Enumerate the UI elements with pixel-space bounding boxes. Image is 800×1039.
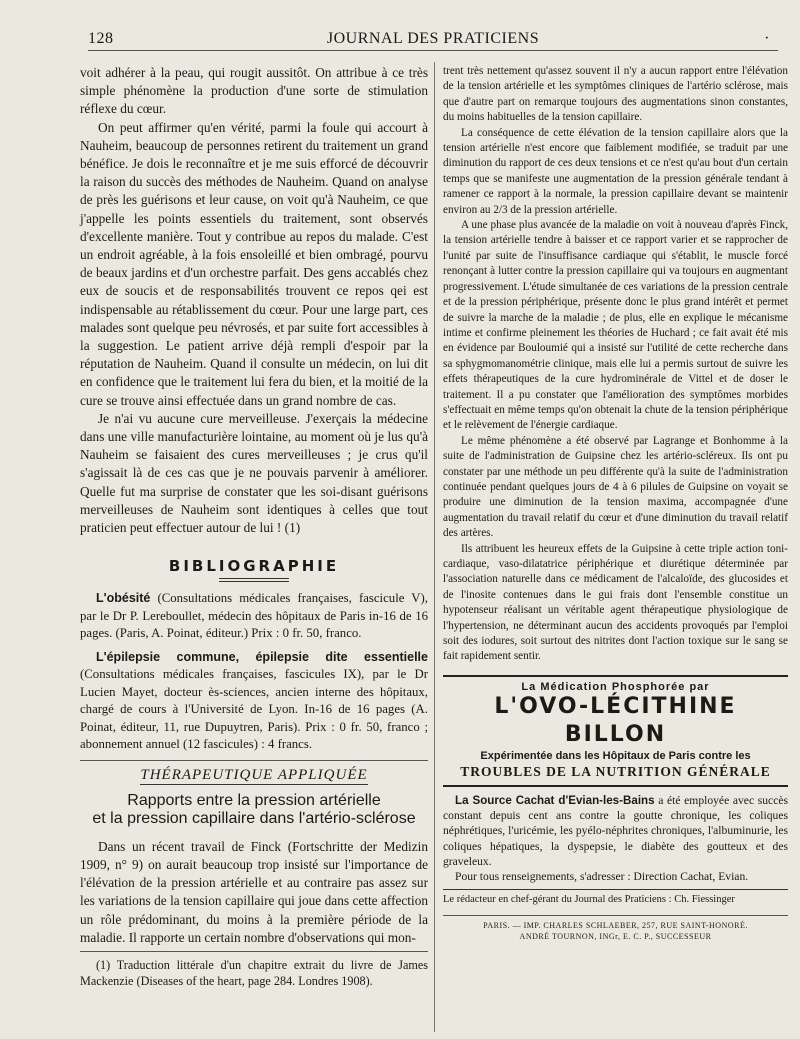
article-title-line-1: Rapports entre la pression artérielle	[127, 791, 381, 809]
section-heading-text: THÉRAPEUTIQUE APPLIQUÉE	[140, 766, 368, 783]
advertisement-bottom-rule	[443, 785, 788, 787]
footnote-reference: (1)	[284, 520, 301, 536]
page-number: 128	[88, 30, 114, 47]
printer-imprint	[443, 915, 788, 942]
printer-line-2: ANDRÉ TOURNON, INGr, E. C. P., SUCCESSEUR	[519, 931, 712, 941]
header-mark: ·	[764, 30, 770, 47]
editor-credit: Le rédacteur en chef-gérant du Journal des Praticiens : Ch. Fiessinger	[443, 889, 788, 905]
advertisement-top-line: La Médication Phosphorée par	[443, 675, 788, 693]
article-paragraph-advanced-phase: A une phase plus avancée de la maladie on voit à nouveau d'après Finck, la tension artérielle tendre à baisser et ce rapport varier et se rapprocher de l'unité par suite de l'insuffisance cardiaque qui s'établit, le muscle forcé renonçant à lutter contre la pression capillaire qui va toujours en augmentant progressivement. L'étude simultanée de ces variations de la pression centrale et de la pression périphérique, présente donc le plus grand intérêt et permet de suivre la marche de la maladie ; de plus, elle en explique le mécanisme intime et confirme pleinement les théories de Huchard ; ce fait avait été mis en évidence par Bouloumié qui a insisté sur l'utilité de cette recherche dans sa sphygmomanométrie clinique, mais elle lui a permis surtout de suivre les effets thérapeutiques de la cure hydrominérale de Vittel et de doser le traitement. Il a pu constater que l'amélioration des symptômes morbides s'effectuait en même temps qu'on obtenait la chute de la tension périphérique et le relèvement de l'énergie cardiaque.	[443, 219, 788, 432]
article-title-line-2: et la pression capillaire dans l'artério-sclérose	[92, 809, 416, 827]
bibliography-entry-epilepsie	[80, 649, 428, 754]
advertisement-ovo-lecithine	[443, 675, 788, 787]
cachat-contact: Pour tous renseignements, s'adresser : Direction Cachat, Evian.	[455, 870, 749, 884]
bibliography-entry-body: (Consultations médicales françaises, fascicules IX), par le Dr Lucien Mayet, docteur ès-sciences, ancien interne des hôpitaux, chargé de cours à l'Université de Lyon. In-16 de 16 pages (A. Poinat, éditeur, 11, rue Dupuytren, Paris). Prix : 0 fr. 50, franco ; abonnement annuel (12 fascicules) : 4 francs.	[80, 667, 428, 752]
bibliography-entry-obesite	[80, 590, 428, 643]
left-column	[80, 64, 428, 989]
paragraph-no-miracle-text: Je n'ai vu aucune cure merveilleuse. J'exerçais la médecine dans une ville manufacturière lointaine, au moment où je lus qu'à Nauheim se faisaient des cures merveilleuses ; je crus qu'il s'agissait là de ces cas que je ne pouvais parvenir à améliorer. Quelle fut ma surprise de constater que les soi-disant guérisons merveilleuses de Nauheim sont identiques à celles que tout praticien peut effectuer autour de lui !	[80, 410, 428, 536]
paragraph-continued: voit adhérer à la peau, qui rougit aussitôt. On attribue à ce très simple phénomène la production d'une sorte de stimulation réflexe du cœur.	[80, 65, 428, 117]
advertisement-subtitle: Expérimentée dans les Hôpitaux de Paris contre les	[480, 749, 751, 762]
bibliography-entry-body: (Consultations médicales françaises, fascicule V), par le Dr P. Lereboullet, médecin des hôpitaux de Paris in-16 de 16 pages. (Paris, A. Poinat, éditeur.) Prix : 0 fr. 50, franco.	[80, 591, 428, 641]
right-column	[443, 64, 788, 942]
cachat-body: a été employée avec succès constant depuis cent ans contre la goutte chronique, les coliques néphrétiques, l'uricémie, les pyélo-néphrites chroniques, l'albuminurie, les coliques hépatiques, la dyspepsie, le diabète des goutteux et des graveleux.	[443, 793, 788, 869]
footnote: (1) Traduction littérale d'un chapitre extrait du livre de James Mackenzie (Diseases of the heart, page 284. Londres 1908).	[80, 951, 428, 989]
article-title	[80, 792, 428, 828]
column-divider	[434, 62, 435, 1032]
bibliography-ornament	[219, 578, 289, 582]
paragraph-nauheim: On peut affirmer qu'en vérité, parmi la foule qui accourt à Nauheim, beaucoup de personnes retirent du traitement un grand bénéfice. Je dois le reconnaître et je me suis efforcé de découvrir la raison du succès des méthodes de Nauheim. Quand on analyse de près les guérisons et leur cause, on voit qu'à Nauheim, ce que j'appelle les points essentiels du traitement, sont observés d'excellente manière. Tout y contribue au repos du malade. C'est un endroit agréable, à la fois ensoleillé et bien ombragé, pourvu de beaux jardins et d'un orchestre parfait. Des gens accablés chez eux de soucis et de responsabilités trouvent ce repos qei est indispensable au rétablissement du cœur. Pour une large part, ces malades sont quelque peu névrosés, et par suite fort accessibles à la suggestion. Le patient arrive déjà rempli d'espoir par la réputation de Nauheim. Quand il consulte un médecin, on lui dit en confidence que le traitement lui fera du bien, et la moitié de la cure se trouve ainsi effectuée dans un grand nombre de cas.	[80, 119, 428, 408]
advertisement-product-name: L'OVO-LÉCITHINE BILLON	[494, 693, 737, 747]
cachat-heading: La Source Cachat d'Evian-les-Bains	[455, 793, 655, 807]
running-head	[88, 28, 778, 51]
article-paragraph-continued: trent très nettement qu'assez souvent il n'y a aucun rapport entre l'élévation de la tension artérielle et les symptômes cliniques de l'artério sclérose, mais que d'autre part on remarque toujours des augmentations sinon constantes, du moins habituelles de la tension capillaire.	[443, 65, 788, 124]
advertisement-indication: TROUBLES DE LA NUTRITION GÉNÉRALE	[460, 763, 771, 779]
printer-line-1: PARIS. — IMP. CHARLES SCHLAEBER, 257, RUE SAINT-HONORÉ.	[483, 920, 748, 930]
section-heading	[80, 767, 428, 784]
bibliography-entry-title: L'obésité	[96, 591, 151, 606]
section-divider	[80, 760, 428, 761]
bibliography-entry-title: L'épilepsie commune, épilepsie dite essentielle	[96, 649, 428, 664]
article-paragraph: Dans un récent travail de Finck (Fortschritte der Medizin 1909, n° 9) on aurait beaucoup trop insisté sur l'importance de l'élévation de la pression artérielle et au contraire pas assez sur les variations de la tension capillaire qui joue dans cette affection un rôle prédominant, du moins à la première période de la maladie. Il rapporte un certain nombre d'observations qui mon-	[80, 838, 428, 945]
bibliography-heading: BIBLIOGRAPHIE	[168, 557, 340, 576]
journal-title: JOURNAL DES PRATICIENS	[326, 30, 540, 47]
paragraph-no-miracle	[80, 410, 428, 537]
article-paragraph-consequence: La conséquence de cette élévation de la tension capillaire alors que la tension artérielle n'est encore que faiblement modifiée, se traduit par une diminution du rapport de ces deux tensions et ce n'est qu'au bout d'un certain temps que se manifeste une augmentation de la pression générale tendant à ramener ce rapport à la normale, la pression capillaire devant se maintenir environ au 2/3 de la pression artérielle.	[443, 126, 788, 216]
article-paragraph-guipsine: Ils attribuent les heureux effets de la Guipsine à cette triple action toni-cardiaque, vaso-dilatatrice périphérique et diurétique déterminée par l'association naturelle dans ce médicament de l'alcaloïde, des glucosides et de l'inosite contenues dans le gui frais dont l'ensemble constitue un hypotenseur réalisant un véritable agent thérapeutique physiologique de l'hypertension, ne déterminant aucun des accidents provoqués par l'emploi soit des iodures, soit surtout des nitrites dont l'action toxique sur le sang se fait rapidement sentir.	[443, 542, 788, 663]
article-paragraph-lagrange: Le même phénomène a été observé par Lagrange et Bonhomme à la suite de l'administration de Guipsine chez les artério-scléreux. Ils ont pu constater par une méthode un peu différente qu'à la suite de l'administration continuée pendant quelques jours de 4 à 6 pilules de Guipsine on voyait se produire une diminution de la tension maxima, accompagnée d'une augmentation du travail relatif du cœur et d'une diminution du travail relatif des artères.	[443, 434, 788, 540]
advertisement-source-cachat	[443, 793, 788, 869]
